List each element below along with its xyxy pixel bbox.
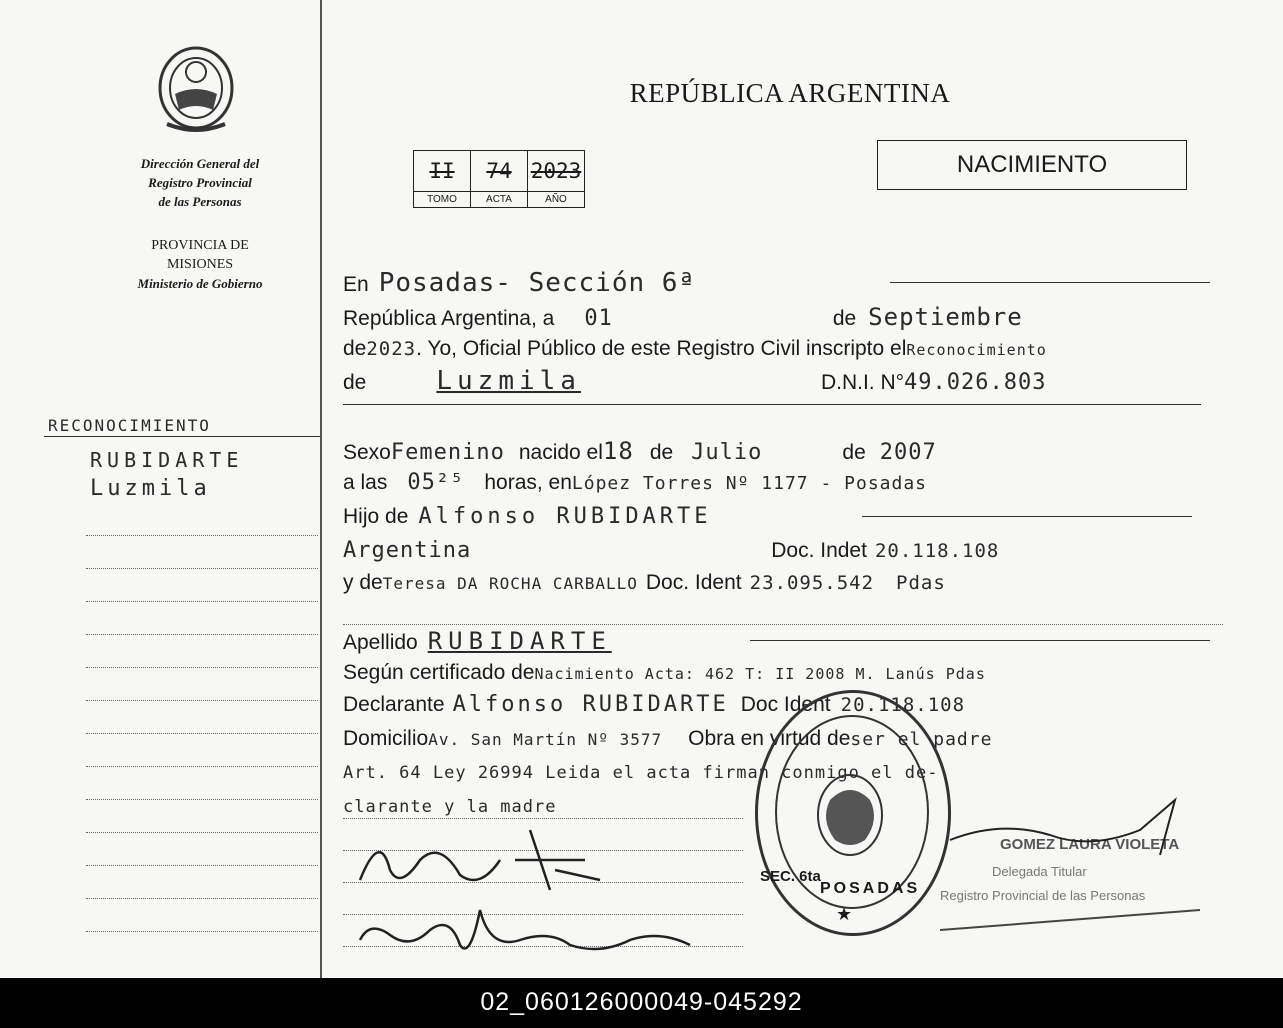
hijo-label: Hijo de <box>343 505 409 528</box>
margin-rule <box>86 766 318 767</box>
footer-code: 02_060126000049-045292 <box>0 978 1283 1028</box>
de-label: de <box>343 371 367 394</box>
margin-rule <box>86 667 318 668</box>
sex-value: Femenino <box>390 440 505 465</box>
declarant-signature <box>350 820 610 900</box>
domicilio-label: Domicilio <box>343 727 429 750</box>
surname-value: RUBIDARTE <box>427 627 612 655</box>
horas-label: horas, en <box>484 471 572 494</box>
office-line: de las Personas <box>158 194 242 209</box>
yde-label: y de <box>343 571 383 594</box>
notes-line: clarante y la madre <box>343 797 557 817</box>
rule <box>862 516 1192 517</box>
mother-signature <box>350 900 710 970</box>
form-line-mother <box>343 570 946 597</box>
mother-doc-city-value: Pdas <box>896 572 946 594</box>
apellido-label: Apellido <box>343 631 418 654</box>
officer-role: Delegada Titular <box>992 864 1087 879</box>
year-value: 2023 <box>366 338 417 360</box>
anio-label: AÑO <box>528 192 585 208</box>
form-line-year <box>343 336 1047 363</box>
place-value: Posadas- Sección 6ª <box>378 268 696 298</box>
doc-label: Doc. Ident <box>645 571 742 594</box>
birth-day-value: 18 <box>602 437 634 465</box>
tomo-label: TOMO <box>414 192 471 208</box>
republica-label: República Argentina, a <box>343 307 555 330</box>
margin-rule <box>86 601 318 602</box>
form-line-father <box>343 504 712 530</box>
margin-rule <box>86 931 318 932</box>
inscription-type-value: Reconocimiento <box>906 341 1047 359</box>
officer-signature <box>940 780 1200 960</box>
en-label: En <box>343 273 369 296</box>
form-line-apellido <box>343 628 612 656</box>
province-line: MISIONES <box>166 257 234 272</box>
province-line: PROVINCIA DE <box>151 238 249 253</box>
doc-label: Doc Ident <box>740 693 831 716</box>
notes-line: Art. 64 Ley 26994 Leida el acta firman conmigo el de- <box>343 763 939 783</box>
margin-annotation-3: Luzmila <box>90 476 211 501</box>
de-label: de <box>649 441 674 464</box>
margin-rule <box>86 568 318 569</box>
tomo-value: II <box>414 151 471 192</box>
margin-rule <box>86 733 318 734</box>
oficial-label: . Yo, Oficial Público de este Registro Civil inscripto el <box>416 337 907 360</box>
margin-rule <box>86 832 318 833</box>
mother-doc-value: 23.095.542 <box>749 572 875 594</box>
form-line-date <box>343 304 1023 332</box>
father-name-value: Alfonso RUBIDARTE <box>418 504 712 529</box>
record-type-box: NACIMIENTO <box>877 140 1187 190</box>
office-line: Dirección General del <box>140 156 260 171</box>
rule <box>44 436 320 437</box>
anio-value: 2023 <box>528 151 585 192</box>
record-reference-table <box>413 150 585 208</box>
margin-annotation-1: RECONOCIMIENTO <box>48 416 211 435</box>
declarant-doc-value: 20.118.108 <box>840 694 966 716</box>
acta-label: ACTA <box>471 192 528 208</box>
segun-label: Según certificado de <box>343 661 535 684</box>
declarante-label: Declarante <box>343 693 445 716</box>
page-title: REPÚBLICA ARGENTINA <box>629 78 951 108</box>
alas-label: a las <box>343 471 388 494</box>
father-doc-value: 20.118.108 <box>874 540 1000 562</box>
month-value: Septiembre <box>868 303 1023 331</box>
birth-month-value: Julio <box>691 440 763 465</box>
sexo-label: Sexo <box>343 441 391 464</box>
margin-rule <box>86 898 318 899</box>
declarant-name-value: Alfonso RUBIDARTE <box>452 692 729 717</box>
form-line-time <box>343 470 927 497</box>
stamp-section: SEC. 6ta <box>760 868 821 885</box>
margin-rule <box>86 700 318 701</box>
certificate-value: Nacimiento Acta: 462 T: II 2008 M. Lanús Pdas <box>534 665 986 683</box>
day-value: 01 <box>584 306 613 331</box>
page-divider <box>320 0 322 978</box>
child-name-value: Luzmila <box>436 366 581 396</box>
province-name <box>100 236 300 293</box>
birth-year-value: 2007 <box>879 440 937 465</box>
officer-name: GOMEZ LAURA VIOLETA <box>1000 836 1180 853</box>
signature-rule <box>343 818 743 819</box>
dni-value: 49.026.803 <box>904 370 1047 395</box>
form-line-certificado <box>343 660 986 687</box>
form-line-name <box>343 368 1046 396</box>
margin-annotation-2: RUBIDARTE <box>90 448 244 472</box>
rule <box>343 404 1201 405</box>
de-label: de <box>832 307 857 330</box>
rule <box>750 640 1210 641</box>
office-line: Registro Provincial <box>148 175 252 190</box>
margin-rule <box>86 799 318 800</box>
mother-name-value: Teresa DA ROCHA CARBALLO <box>382 574 638 593</box>
margin-rule <box>86 634 318 635</box>
office-name <box>100 154 300 211</box>
doc-label: Doc. Indet <box>771 539 867 562</box>
reason-value: ser el padre <box>850 729 993 750</box>
margin-rule <box>86 865 318 866</box>
stamp-city: POSADAS <box>820 880 921 897</box>
address-value: Av. San Martín Nº 3577 <box>428 730 663 749</box>
provincial-seal-logo <box>155 44 237 136</box>
birth-time-value: 05²⁵ <box>407 470 465 495</box>
de-label: de <box>842 441 866 464</box>
form-line-father-doc <box>343 538 999 564</box>
obra-label: Obra en virtud de <box>688 727 851 750</box>
nacido-label: nacido el <box>518 441 603 464</box>
birth-place-value: López Torres Nº 1177 - Posadas <box>571 473 928 494</box>
de-label: de <box>343 337 367 360</box>
father-nationality-value: Argentina <box>343 538 472 563</box>
stamp-emblem <box>800 760 900 870</box>
ministry-name: Ministerio de Gobierno <box>137 276 263 291</box>
rule <box>343 624 1223 625</box>
form-line-sex <box>343 438 937 466</box>
officer-office: Registro Provincial de las Personas <box>940 888 1146 903</box>
stamp-star-icon: ★ <box>836 904 853 924</box>
form-line-en <box>343 270 695 298</box>
acta-value: 74 <box>471 151 528 192</box>
dni-label: D.N.I. N° <box>820 371 905 394</box>
margin-rule <box>86 535 318 536</box>
rule <box>890 282 1210 283</box>
